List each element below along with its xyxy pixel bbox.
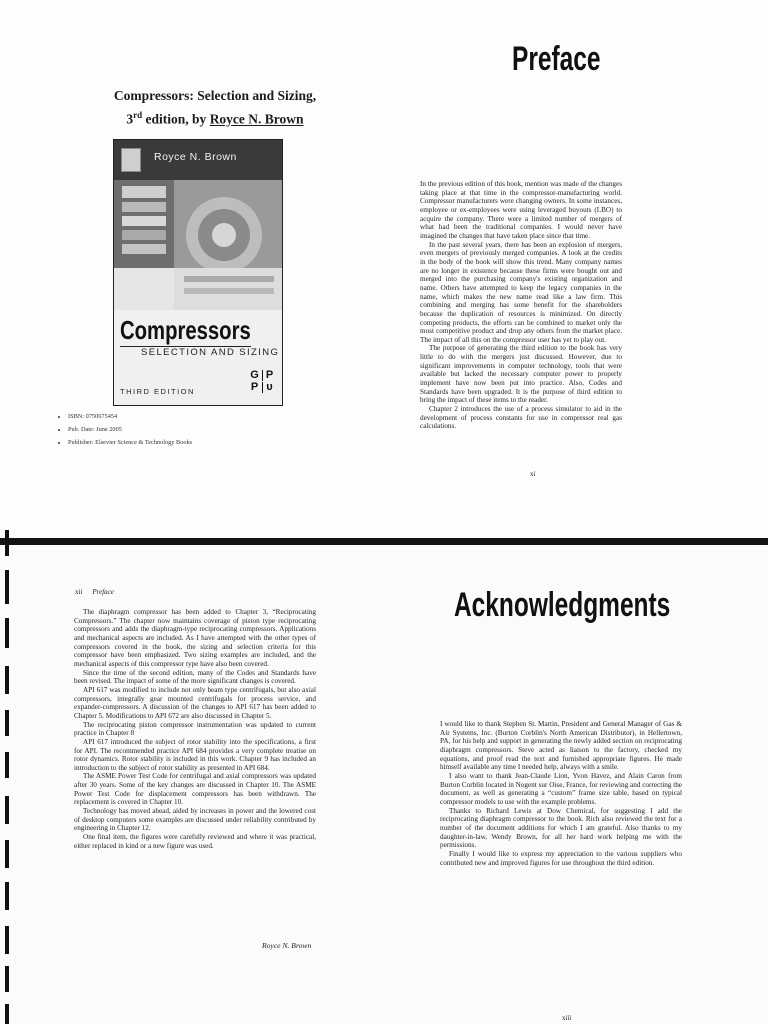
list-item: • ISBN: 0750675454 <box>68 410 192 423</box>
page-number: xii <box>75 588 83 596</box>
acknowledgments-heading: Acknowledgments <box>454 586 671 624</box>
running-title: Preface <box>92 588 114 596</box>
preface-heading: Preface <box>512 40 601 78</box>
page-number: xi <box>530 470 536 478</box>
list-item: • Pub. Date: June 2005 <box>68 423 192 436</box>
paragraph: The ASME Power Test Code for centrifugal and axial compressors was updated after 30 years. Some of the key changes are discussed in Chapter 10. The ASME Power Test Code for displacement compressors has been withdrawn. The replacement is covered in Chapter 10. <box>74 772 316 807</box>
mark-p1: P <box>265 369 274 381</box>
book-cover-image <box>113 139 283 406</box>
paragraph: Technology has moved ahead, aided by increases in power and the lowered cost of desktop computers some examples are discussed under reliability contributed by engineering in Chapter 12. <box>74 807 316 833</box>
book-edition-line <box>40 110 390 128</box>
paragraph: One final item, the figures were carefully reviewed and where it was practical, either replaced in kind or a new figure was used. <box>74 833 316 850</box>
preface-continued-body <box>74 608 316 850</box>
acknowledgments-body <box>440 720 682 867</box>
mark-p2: P <box>250 381 259 393</box>
paragraph: Thanks to Richard Lewis at Dow Chemical, for suggesting I add the reciprocating diaphragm compressor to the book. Rich also reviewed the text for a number of the document additions for which I am grateful. Also thanks to my daughter-in-law, Wendy Brown, for all her hard work helping me with the permissions. <box>440 806 682 850</box>
edition-text: edition, by <box>142 111 210 127</box>
page-divider <box>0 538 768 545</box>
book-info-list <box>58 410 192 449</box>
publisher-logo-icon <box>121 148 141 172</box>
paragraph: API 617 introduced the subject of rotor stability into the specifications, a first for API. The recommended practice API 684 provides a very complete treatise on rotor dynamics. Rotor stability is included in this work. Chapter 9 has included an introduction to the subject of rotor stability as presented in API 684. <box>74 737 316 772</box>
paragraph: The purpose of generating the third edition to the book has very little to do with the mergers just discussed. However, due to significant improvements in computer technology, tools that were available but lacked the necessary computer power to properly implement have now been put into practice. Also, Codes and Standards have been upgraded. It is the purpose of third edition to bring the impact of these items to the reader. <box>420 344 622 405</box>
paragraph: The diaphragm compressor has been added to Chapter 3, “Reciprocating Compressors.” The chapter now maintains coverage of piston type reciprocating compressors and adds the diaphragm-type reciprocating compressors. Applications and mechanical aspects are included. As I have attempted with the other types of compressors covered in the book, the sizing and selection criteria for this compressor have been emphasized. Two sizing examples are included, and the mechanical aspects of this compressor type have also been covered. <box>74 608 316 668</box>
paragraph: Chapter 2 introduces the use of a process simulator to aid in the development of process constants for use in compressor real gas calculations. <box>420 405 622 431</box>
list-item: • Publisher: Elsevier Science & Technology Books <box>68 436 192 449</box>
paragraph: The reciprocating piston compressor instrumentation was updated to current practice in Chapter 8 <box>74 720 316 738</box>
paragraph: I would like to thank Stephen St. Martin, President and General Manager of Gas & Air Systems, Inc. (Burton Corblin's North American Distributor), in Hellertown, PA, for his help and support in generating the newly added section on reciprocating diaphragm compressors. Steve acted as liaison to the factory, checked my equations, and proof read the text and furnished appropriate figures. He made himself available any time I needed help, always with a smile. <box>440 720 682 772</box>
book-title-line: Compressors: Selection and Sizing, <box>113 88 317 103</box>
edition-suffix: rd <box>133 110 143 120</box>
running-head <box>75 588 114 596</box>
cover-subtitle: SELECTION AND SIZING <box>141 347 280 358</box>
paragraph: API 617 was modified to include not only beam type centrifugals, but also axial compressors, integrally gear mounted centrifugals for process service, and expander-compressors. A discussion of the changes to API 617 has been added to Chapter 5. Modifications to API 672 are also discussed in Chapter 5. <box>74 685 316 720</box>
author-link[interactable]: Royce N. Brown <box>209 111 304 127</box>
paragraph: In the previous edition of this book, mention was made of the changes taking place at that time in the compressor-manufacturing world. Compressor manufacturers were changing owners. In some instances, employee or ex-employees were using leveraged buyouts (LBO) to acquire the company. There were a limited number of mergers of what had been the traditional companies. I would never have imagined the changes that have taken place since that time. <box>420 180 622 240</box>
paragraph: Since the time of the second edition, many of the Codes and Standards have been revised. The impact of some of the more significant changes is covered. <box>74 668 316 686</box>
paragraph: I also want to thank Jean-Claude Lion, Yvon Havez, and Alain Caron from Burton Corblin located in Nogent sur Oise, France, for reviewing and correcting the document, as well as generating a “custom” frame size table, based on typical compressor models to use with the example problems. <box>440 771 682 806</box>
binding-edge-marks <box>0 530 14 1024</box>
paragraph: Finally I would like to express my appreciation to the various suppliers who contributed new and improved figures for use throughout the third edition. <box>440 849 682 867</box>
paragraph: In the past several years, there has been an explosion of mergers, even mergers of previously merged companies. A look at the credits in the body of the book will show this trend. Many company names are no longer in existence because these firms were bought out and merged into the purchasing company's existing organization and name. Others have attempted to keep the legacy companies in the name, which makes the new name read like a law firm. This combining and merging has some benefit for the shareholders because the duplication of resources is minimized. On directly competing products, the efforts can be combined to market only the most competitive product and drop any others from the market place. The impact of all this on the compressor user has yet to play out. <box>420 240 622 344</box>
cover-author: Royce N. Brown <box>154 151 237 163</box>
mark-g: G <box>250 369 259 381</box>
cover-edition: THIRD EDITION <box>120 387 195 396</box>
publisher-mark <box>246 369 278 393</box>
author-signature: Royce N. Brown <box>262 941 312 950</box>
cover-title: Compressors <box>120 315 251 345</box>
mark-u: υ <box>266 381 273 393</box>
edition-number: 3 <box>126 111 134 127</box>
page-number: xiii <box>562 1014 572 1022</box>
preface-body <box>420 180 622 431</box>
cover-machinery-art <box>114 180 282 310</box>
